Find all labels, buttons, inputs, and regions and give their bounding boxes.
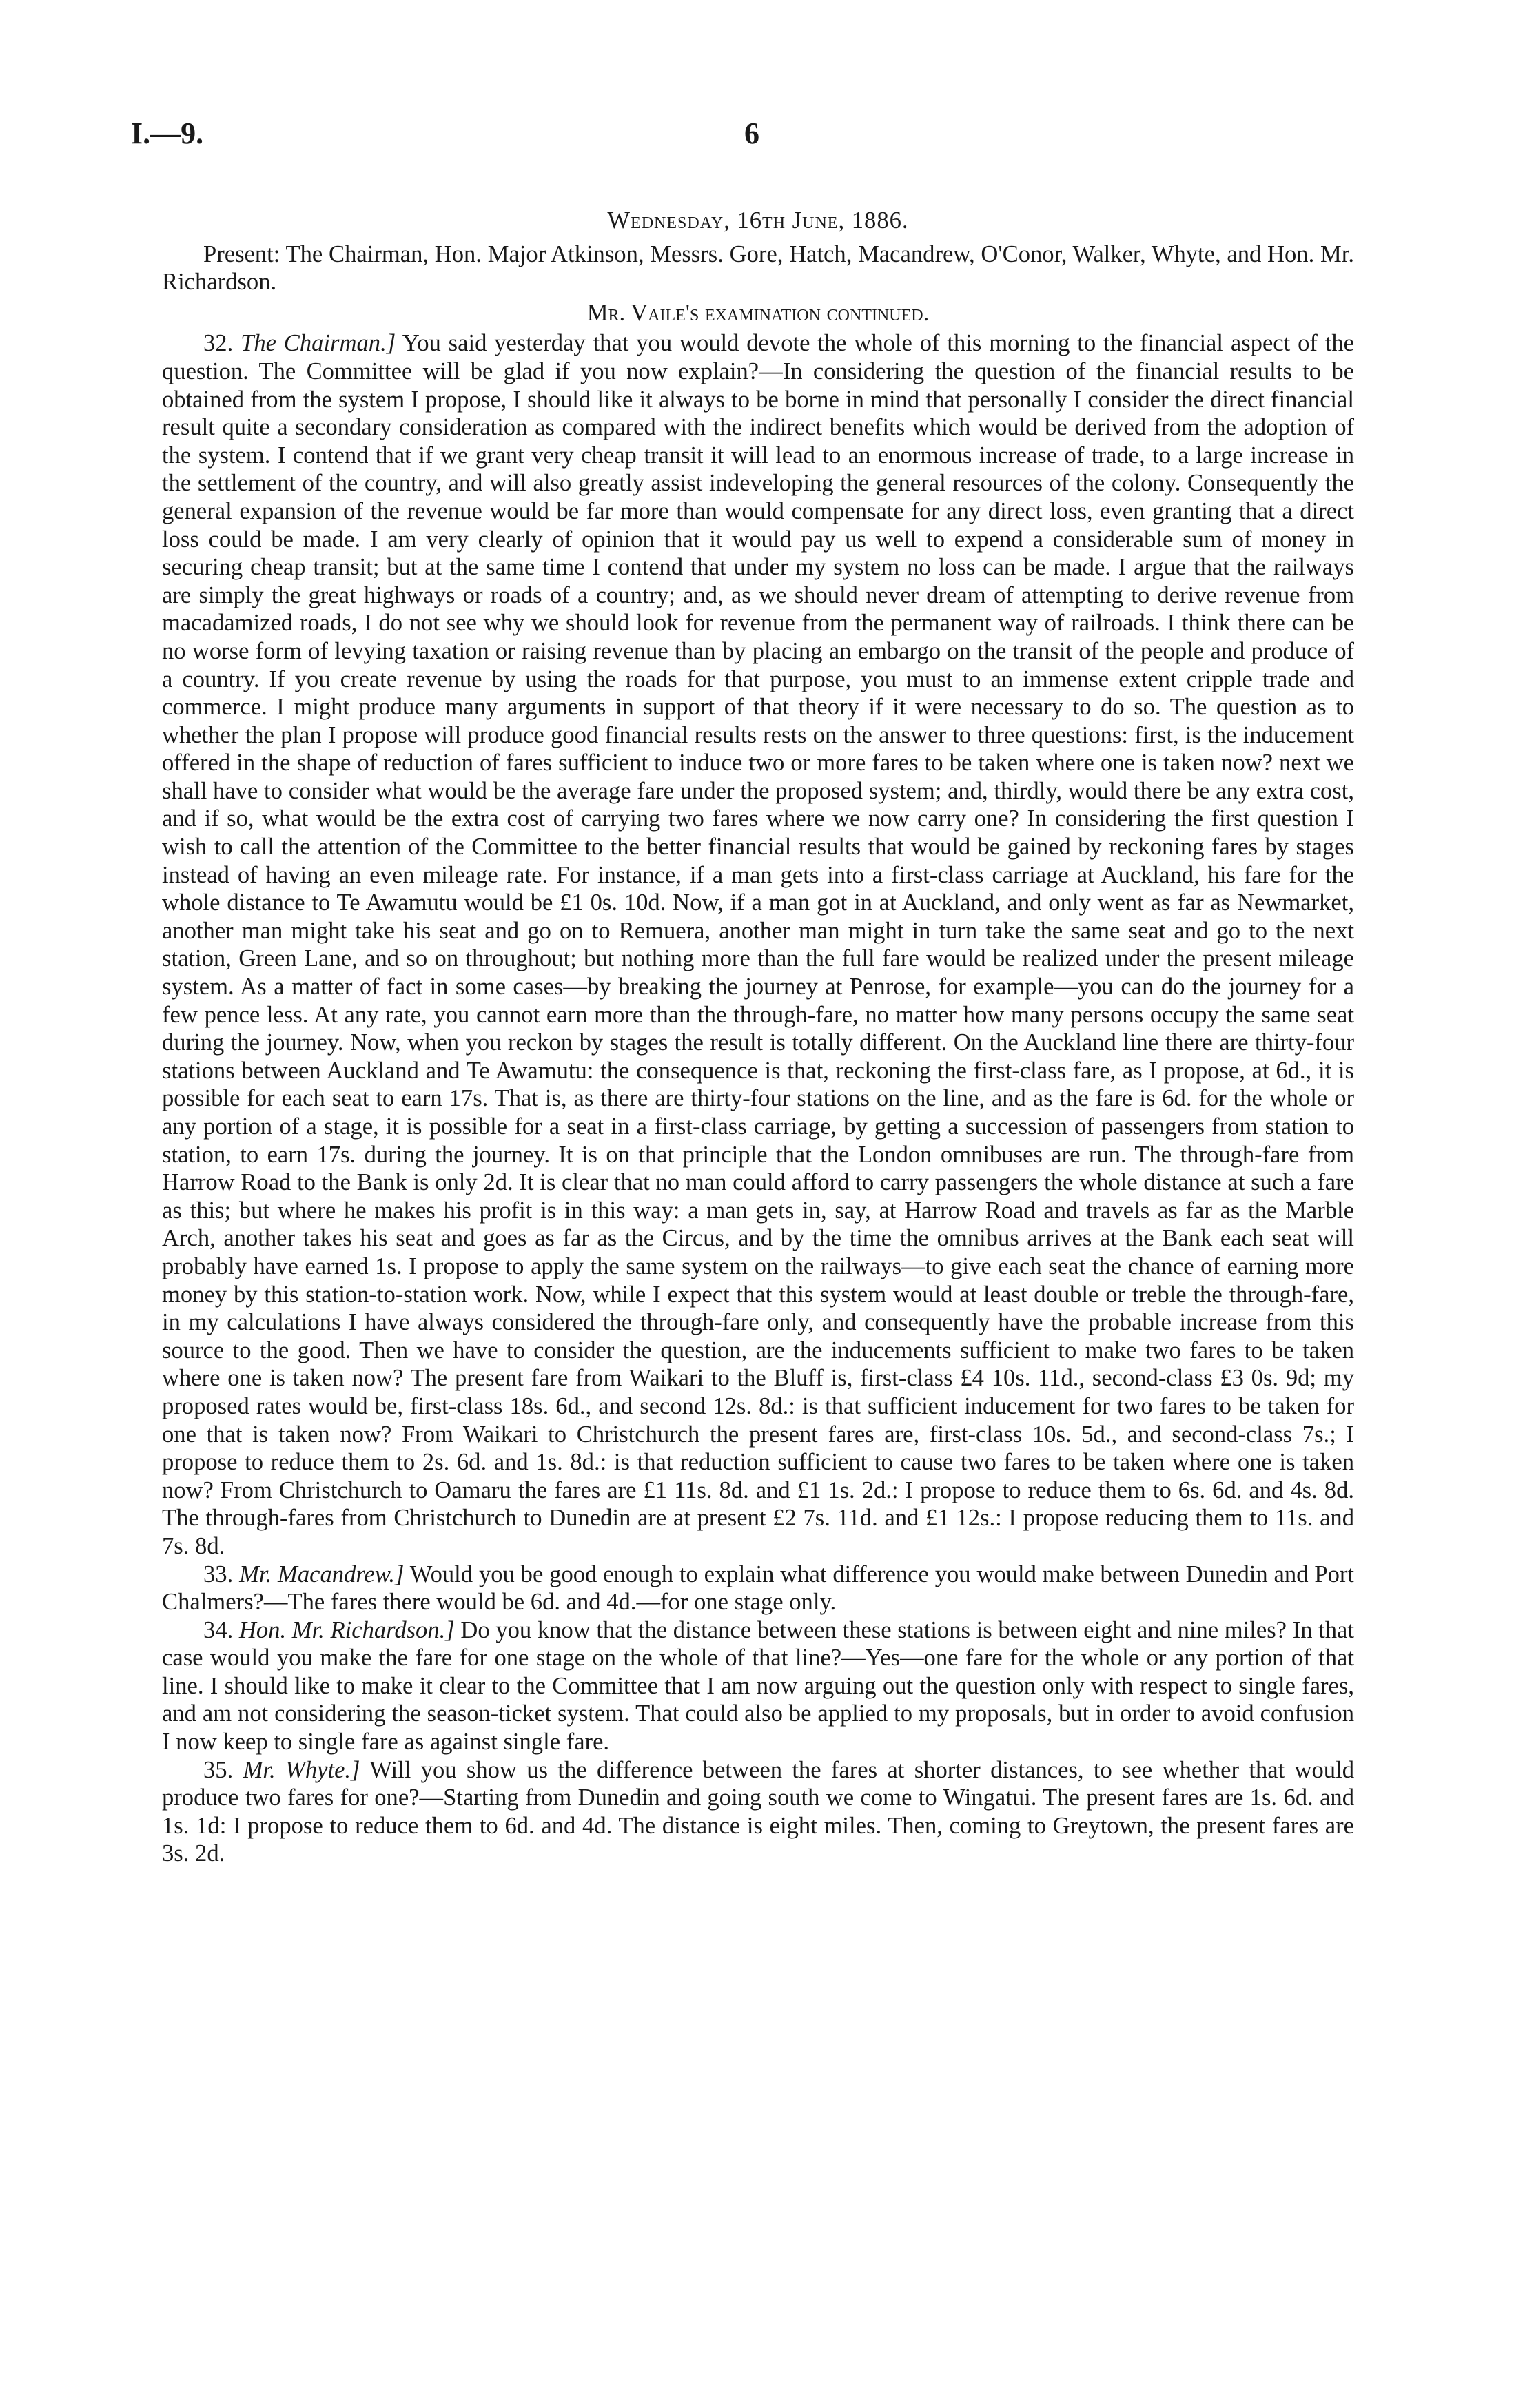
question-speaker: Hon. Mr. Richardson.] <box>238 1616 455 1643</box>
question-text: Do you know that the distance between these stations is between eight and nine miles? In that case would you make the fare for one stage on the whole of that line?—Yes—one fare for the whole or any portion of that line. I should like to make it clear to the Committee that I am now arguing out the question only with respect to single fares, and am not considering the season-ticket system. That could also be applied to my proposals, but in order to avoid confusion I now keep to single fare as against single fare. <box>162 1616 1355 1756</box>
question-text: Would you be good enough to explain what difference you would make between Dunedin and Port Chalmers?—The fares there would be 6d. and 4d.—for one stage only. <box>162 1561 1354 1616</box>
attendance-paragraph: Present: The Chairman, Hon. Major Atkinson, Messrs. Gore, Hatch, Macandrew, O'Conor, Walker, Whyte, and Hon. Mr. Richardson. <box>162 240 1354 296</box>
question-number: 34. <box>203 1616 234 1643</box>
document-reference: I.—9. <box>131 116 204 150</box>
question-number: 33. <box>203 1561 234 1587</box>
question-paragraph <box>162 1616 1354 1756</box>
question-number: 32. <box>203 330 234 357</box>
session-date: Wednesday, 16th June, 1886. <box>607 207 909 234</box>
page-number: 6 <box>744 116 759 150</box>
document-body <box>162 207 1354 1868</box>
question-text: You said yesterday that you would devote the whole of this morning to the financial aspect of the question. The Committee will be glad if you now explain?—In considering the question of the financial results to be obtained from the system I propose, I should like it always to be borne in mind that personally I consider the direct financial result quite a secondary consideration as compared with the indirect benefits which would be derived from the adoption of the system. I contend that if we grant very cheap transit it will lead to an enormous increase of trade, to a large increase in the settlement of the country, and will also greatly assist indeveloping the general resources of the colony. Consequently the general expansion of the revenue would be far more than would compensate for any direct loss, even granting that a direct loss could be made. I am very clearly of opinion that it would pay us well to expend a considerable sum of money in securing cheap transit; but at the same time I contend that under my system no loss can be made. I argue that the railways are simply the great highways or roads of a country; and, as we should never dream of attempting to derive revenue from macadamized roads, I do not see why we should look for revenue from the permanent way of railroads. I think there can be no worse form of levying taxation or raising revenue than by placing an embargo on the transit of the people and produce of a country. If you create revenue by using the roads for that purpose, you must to an immense extent cripple trade and commerce. I might produce many arguments in support of that theory if it were necessary to do so. The question as to whether the plan I propose will produce good financial results rests on the answer to three questions: first, is the inducement offered in the shape of reduction of fares sufficient to induce two or more fares to be taken where one is taken now? next we shall have to consider what would be the average fare under the proposed system; and, thirdly, would there be any extra cost, and if so, what would be the extra cost of carrying two fares where we now carry one? In considering the first question I wish to call the attention of the Committee to the better financial results that would be gained by reckoning fares by stages instead of having an even mileage rate. For instance, if a man gets into a first-class carriage at Auckland, his fare for the whole distance to Te Awamutu would be £1 0s. 10d. Now, if a man got in at Auckland, and only went as far as Newmarket, another man might take his seat and go on to Remuera, another man might in turn take the same seat and go to the next station, Green Lane, and so on throughout; but nothing more than the full fare would be realized under the present mileage system. As a matter of fact in some cases—by breaking the journey at Penrose, for example—you can do the journey for a few pence less. At any rate, you cannot earn more than the through-fare, no matter how many persons occupy the same seat during the journey. Now, when you reckon by stages the result is totally different. On the Auckland line there are thirty-four stations between Auckland and Te Awamutu: the consequence is that, reckoning the first-class fare, as I propose, at 6d., it is possible for each seat to earn 17s. That is, as there are thirty-four stations on the line, and as the fare is 6d. for the whole or any portion of a stage, it is possible for a seat in a first-class carriage, by getting a succession of passengers from station to station, to earn 17s. during the journey. It is on that principle that the London omnibuses are run. The through-fare from Harrow Road to the Bank is only 2d. It is clear that no man could afford to carry passengers the whole distance at such a fare as this; but where he makes his profit is in this way: a man gets in, say, at Harrow Road and travels as far as the Marble Arch, another takes his seat and goes as far as the Circus, and by the time the omnibus arrives at the Bank each seat will probably have earned 1s. I propose to apply the same system on the railways—to give each seat the chance of earning more money by this station-to-station work. Now, while I expect that this system would at least double or treble the through-fare, in my calculations I have always considered the through-fare only, and consequently have the probable increase from this source to the good. Then we have to consider the question, are the inducements sufficient to make two fares to be taken where one is taken now? The present fare from Waikari to the Bluff is, first-class £4 10s. 11d., second-class £3 0s. 9d; my proposed rates would be, first-class 18s. 6d., and second 12s. 8d.: is that sufficient inducement for two fares to be taken for one that is taken now? From Waikari to Christchurch the present fares are, first-class 10s. 5d., and second-class 7s.; I propose to reduce them to 2s. 6d. and 1s. 8d.: is that reduction sufficient to cause two fares to be taken where one is taken now? From Christchurch to Oamaru the fares are £1 11s. 8d. and £1 1s. 2d.: I propose to reduce them to 6s. 6d. and 4s. 8d. The through-fares from Christchurch to Dunedin are at present £2 7s. 11d. and £1 12s.: I propose reducing them to 11s. and 7s. 8d. <box>162 330 1354 1559</box>
question-paragraph <box>162 1561 1354 1616</box>
question-text: Will you show us the difference between the fares at shorter distances, to see whether that would produce two fares for one?—Starting from Dunedin and going south we come to Wingatui. The present fares are 1s. 6d. and 1s. 1d: I propose to reduce them to 6d. and 4d. The distance is eight miles. Then, coming to Greytown, the present fares are 3s. 2d. <box>162 1756 1354 1867</box>
question-speaker: Mr. Macandrew.] <box>239 1561 405 1587</box>
examination-heading: Mr. Vaile's examination continued. <box>586 299 930 326</box>
question-paragraph <box>162 329 1354 1560</box>
question-speaker: The Chairman.] <box>241 330 396 357</box>
question-speaker: Mr. Whyte.] <box>243 1756 360 1783</box>
question-paragraph <box>162 1756 1354 1868</box>
question-number: 35. <box>203 1756 234 1783</box>
